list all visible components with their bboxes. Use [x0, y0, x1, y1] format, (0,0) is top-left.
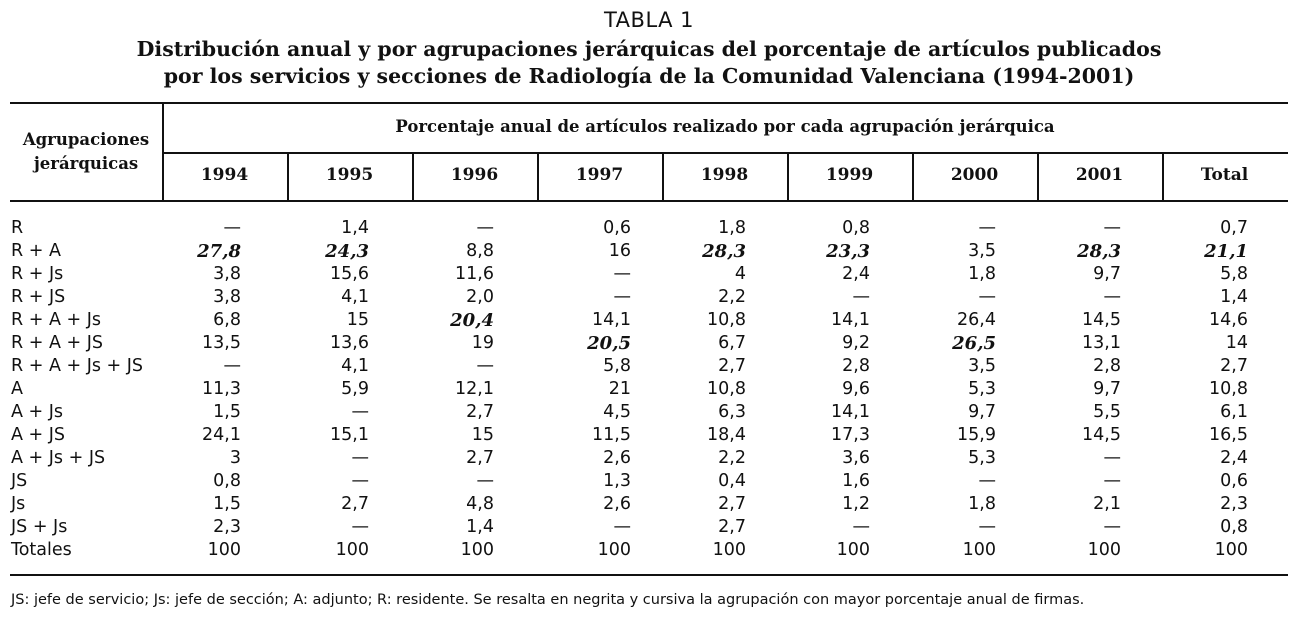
table-cell: 21,1: [1204, 241, 1248, 262]
table-cell: —: [1103, 218, 1121, 238]
table-cell: —: [978, 517, 996, 537]
table-cell: 2,8: [1093, 356, 1121, 376]
column-header-2000: 2000: [950, 165, 999, 185]
table-cell: —: [1103, 471, 1121, 491]
table-cell: 100: [335, 540, 369, 560]
table-cell: 4,5: [603, 402, 631, 422]
table-cell: —: [613, 287, 631, 307]
table-cell: 1,6: [842, 471, 870, 491]
row-label: R: [11, 218, 24, 238]
column-header-2001: 2001: [1075, 165, 1124, 185]
table-cell: 15,1: [330, 425, 369, 445]
table-cell: 10,8: [707, 310, 746, 330]
table-cell: 13,5: [202, 333, 241, 353]
table-cell: 14,5: [1082, 310, 1121, 330]
table-cell: 20,5: [587, 333, 631, 354]
row-label: JS: [11, 471, 28, 491]
table-cell: 100: [1087, 540, 1121, 560]
column-header-1998: 1998: [700, 165, 749, 185]
table-cell: —: [476, 218, 494, 238]
table-cell: 3,8: [213, 264, 241, 284]
table-cell: 100: [1214, 540, 1248, 560]
table-cell: 11,5: [592, 425, 631, 445]
row-label: R + Js: [11, 264, 64, 284]
group-column-header: [12, 128, 160, 176]
column-divider: [412, 153, 414, 200]
table-cell: 100: [460, 540, 494, 560]
table-cell: —: [1103, 287, 1121, 307]
row-label: A + JS: [11, 425, 66, 445]
table-cell: —: [613, 264, 631, 284]
table-cell: 5,9: [341, 379, 369, 399]
table-cell: —: [978, 218, 996, 238]
table-cell: 14,1: [831, 402, 870, 422]
table-cell: 0,8: [1220, 517, 1248, 537]
column-divider: [1162, 153, 1164, 200]
table-cell: 15: [471, 425, 494, 445]
column-divider: [787, 153, 789, 200]
table-cell: 5,3: [968, 379, 996, 399]
row-label: R + A + JS: [11, 333, 103, 353]
table-cell: 28,3: [1077, 241, 1121, 262]
table-cell: 2,7: [466, 402, 494, 422]
column-divider: [287, 153, 289, 200]
table-cell: 3,8: [213, 287, 241, 307]
table-cell: 13,1: [1082, 333, 1121, 353]
table-footnote: JS: jefe de servicio; Js: jefe de sección; A: adjunto; R: residente. Se resalta en negrita y cursiva la agrupación con mayor porcentaje anual de firmas.: [11, 592, 1085, 608]
row-label: A: [11, 379, 23, 399]
column-divider: [537, 153, 539, 200]
spanning-column-header: Porcentaje anual de artículos realizado por cada agrupación jerárquica: [395, 117, 1055, 136]
table-cell: 0,6: [1220, 471, 1248, 491]
table-cell: 14,1: [831, 310, 870, 330]
table-cell: 14,1: [592, 310, 631, 330]
table-cell: 2,7: [341, 494, 369, 514]
table-cell: 1,4: [1220, 287, 1248, 307]
table-cell: —: [476, 356, 494, 376]
table-cell: 14,6: [1209, 310, 1248, 330]
table-cell: —: [351, 402, 369, 422]
table-cell: —: [223, 218, 241, 238]
row-label: A + Js: [11, 402, 64, 422]
table-cell: —: [978, 471, 996, 491]
column-divider: [662, 153, 664, 200]
table-cell: 100: [597, 540, 631, 560]
column-header-1995: 1995: [325, 165, 374, 185]
table-cell: 0,8: [213, 471, 241, 491]
table-cell: 9,6: [842, 379, 870, 399]
table-cell: 1,5: [213, 494, 241, 514]
column-divider: [1037, 153, 1039, 200]
row-label: JS + Js: [11, 517, 68, 537]
table-cell: 15,6: [330, 264, 369, 284]
table-cell: 2,3: [213, 517, 241, 537]
table-cell: 2,3: [1220, 494, 1248, 514]
table-cell: 11,6: [455, 264, 494, 284]
table-cell: —: [978, 287, 996, 307]
table-cell: 4,8: [466, 494, 494, 514]
table-cell: 2,7: [718, 494, 746, 514]
table-cell: 1,3: [603, 471, 631, 491]
table-cell: 1,4: [466, 517, 494, 537]
table-cell: 10,8: [707, 379, 746, 399]
table-cell: —: [351, 471, 369, 491]
row-label: R + A + Js: [11, 310, 101, 330]
table-cell: —: [613, 517, 631, 537]
table-cell: 100: [207, 540, 241, 560]
table-cell: 2,0: [466, 287, 494, 307]
table-title-line-2: por los servicios y secciones de Radiología de la Comunidad Valenciana (1994-2001): [163, 64, 1135, 88]
table-cell: 5,5: [1093, 402, 1121, 422]
table-label: TABLA 1: [603, 8, 695, 32]
table-cell: 2,7: [718, 517, 746, 537]
header-bottom-rule: [10, 200, 1288, 202]
table-cell: —: [852, 517, 870, 537]
table-cell: 100: [962, 540, 996, 560]
table-cell: 18,4: [707, 425, 746, 445]
column-header-1996: 1996: [450, 165, 499, 185]
table-title-line-1: Distribución anual y por agrupaciones jerárquicas del porcentaje de artículos publicados: [136, 37, 1162, 61]
table-cell: 16: [608, 241, 631, 261]
table-cell: 6,7: [718, 333, 746, 353]
column-header-1997: 1997: [575, 165, 624, 185]
table-cell: 0,6: [603, 218, 631, 238]
table-cell: 23,3: [826, 241, 870, 262]
table-cell: 24,1: [202, 425, 241, 445]
table-cell: 26,5: [952, 333, 996, 354]
table-cell: —: [223, 356, 241, 376]
table-cell: 1,2: [842, 494, 870, 514]
header-mid-rule: [162, 152, 1288, 154]
table-cell: 0,4: [718, 471, 746, 491]
group-header-line-2: jerárquicas: [33, 154, 139, 173]
table-cell: 6,1: [1220, 402, 1248, 422]
table-cell: 2,6: [603, 448, 631, 468]
table-cell: 0,8: [842, 218, 870, 238]
table-cell: 15: [346, 310, 369, 330]
table-cell: 2,2: [718, 448, 746, 468]
table-cell: 2,8: [842, 356, 870, 376]
table-cell: 100: [712, 540, 746, 560]
table-cell: 2,2: [718, 287, 746, 307]
table-cell: 2,1: [1093, 494, 1121, 514]
table-cell: 9,7: [968, 402, 996, 422]
table-cell: 6,8: [213, 310, 241, 330]
column-header-1994: 1994: [200, 165, 249, 185]
table-cell: 8,8: [466, 241, 494, 261]
table-cell: 4: [734, 264, 746, 284]
table-cell: 9,7: [1093, 264, 1121, 284]
table-cell: 1,8: [968, 264, 996, 284]
table-cell: 1,8: [718, 218, 746, 238]
table-cell: 14: [1225, 333, 1248, 353]
row-label: Js: [11, 494, 26, 514]
table-cell: 4,1: [341, 287, 369, 307]
table-cell: 27,8: [197, 241, 241, 262]
table-cell: 2,7: [466, 448, 494, 468]
table-cell: 2,4: [1220, 448, 1248, 468]
table-cell: —: [476, 471, 494, 491]
table-cell: 1,5: [213, 402, 241, 422]
table-cell: —: [1103, 517, 1121, 537]
table-cell: 6,3: [718, 402, 746, 422]
table-cell: 9,2: [842, 333, 870, 353]
table-cell: 12,1: [455, 379, 494, 399]
table-cell: 2,6: [603, 494, 631, 514]
table-cell: 19: [471, 333, 494, 353]
table-cell: 26,4: [957, 310, 996, 330]
column-divider: [912, 153, 914, 200]
top-rule: [10, 102, 1288, 104]
group-header-line-1: Agrupaciones: [22, 130, 150, 149]
bottom-rule: [10, 574, 1288, 576]
table-cell: 13,6: [330, 333, 369, 353]
table-cell: 5,8: [1220, 264, 1248, 284]
table-cell: 0,7: [1220, 218, 1248, 238]
row-label: R + JS: [11, 287, 66, 307]
table-cell: 3: [229, 448, 241, 468]
table-cell: 9,7: [1093, 379, 1121, 399]
table-cell: 17,3: [831, 425, 870, 445]
table-cell: 2,4: [842, 264, 870, 284]
table-cell: —: [351, 517, 369, 537]
table-cell: 10,8: [1209, 379, 1248, 399]
table-cell: 5,8: [603, 356, 631, 376]
table-cell: 3,6: [842, 448, 870, 468]
table-cell: 16,5: [1209, 425, 1248, 445]
row-label: Totales: [11, 540, 72, 560]
table-cell: 21: [608, 379, 631, 399]
table-cell: 14,5: [1082, 425, 1121, 445]
table-cell: 4,1: [341, 356, 369, 376]
table-cell: —: [351, 448, 369, 468]
table-cell: —: [852, 287, 870, 307]
table-cell: 3,5: [968, 241, 996, 261]
table-cell: 100: [836, 540, 870, 560]
row-label: R + A + Js + JS: [11, 356, 144, 376]
table-cell: 1,8: [968, 494, 996, 514]
table-cell: 2,7: [718, 356, 746, 376]
column-header-1999: 1999: [825, 165, 874, 185]
column-header-total: Total: [1200, 165, 1249, 185]
table-cell: 11,3: [202, 379, 241, 399]
table-cell: 3,5: [968, 356, 996, 376]
row-label: R + A: [11, 241, 61, 261]
table-cell: 2,7: [1220, 356, 1248, 376]
table-cell: 15,9: [957, 425, 996, 445]
table-cell: —: [1103, 448, 1121, 468]
table-cell: 24,3: [325, 241, 369, 262]
table-cell: 5,3: [968, 448, 996, 468]
row-label: A + Js + JS: [11, 448, 106, 468]
table-cell: 20,4: [450, 310, 494, 331]
table-cell: 1,4: [341, 218, 369, 238]
table-cell: 28,3: [702, 241, 746, 262]
